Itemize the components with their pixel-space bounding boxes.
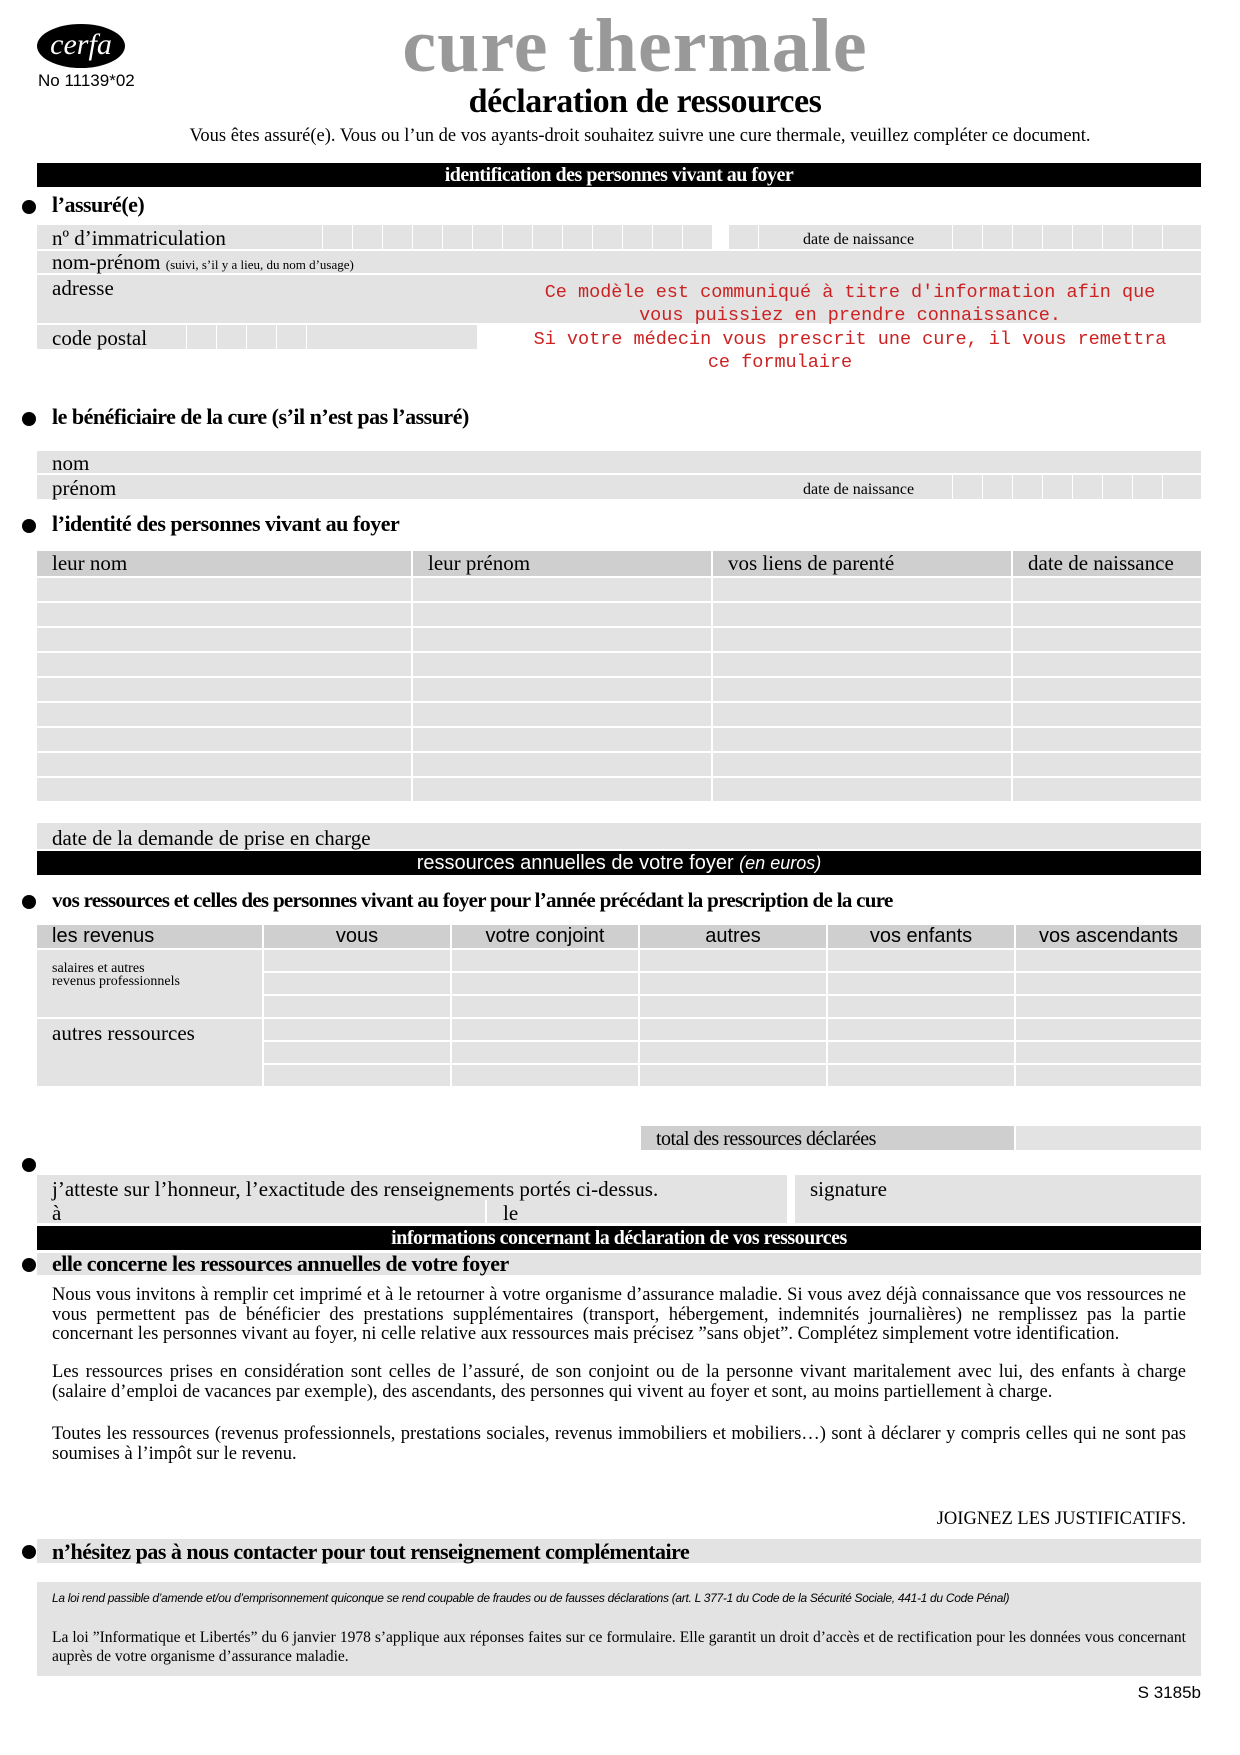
section-bar-informations: informations concernant la déclaration de vos ressources bbox=[37, 1226, 1201, 1250]
table-row[interactable] bbox=[37, 652, 1201, 677]
adresse-label: adresse bbox=[52, 276, 114, 300]
table-row[interactable] bbox=[37, 949, 1201, 972]
legal-text-1: La loi rend passible d’amende et/ou d’emprisonnement quiconque se rend coupable de fraudes ou de fausses déclarations (art. L 377-1 du Code de la Sécurité Sociale, 441-1 du Code Pénal) bbox=[52, 1591, 1010, 1605]
attestation-le-field[interactable] bbox=[520, 1200, 787, 1223]
foyer-header-row bbox=[37, 551, 1201, 577]
cerfa-logo-text: cerfa bbox=[50, 28, 112, 61]
attestation-a-label: à bbox=[52, 1201, 62, 1225]
total-label: total des ressources déclarées bbox=[656, 1128, 876, 1150]
ressources-bar-unit: (en euros) bbox=[739, 853, 822, 873]
joignez-text: JOIGNEZ LES JUSTIFICATIFS. bbox=[936, 1509, 1186, 1529]
attestation-a-field[interactable] bbox=[60, 1200, 487, 1223]
notice-line-4: ce formulaire bbox=[707, 352, 853, 373]
assure-date-naissance-field[interactable] bbox=[952, 225, 1192, 249]
notice-line-2: vous puissiez en prendre connaissance. bbox=[639, 305, 1061, 326]
table-row[interactable] bbox=[37, 677, 1201, 702]
contact-title: n’hésitez pas à nous contacter pour tout renseignement complémentaire bbox=[52, 1539, 690, 1564]
intro-text: Vous êtes assuré(e). Vous ou l’un de vos ayants-droit souhaitez suivre une cure thermale, veuillez compléter ce document. bbox=[189, 126, 1091, 146]
nom-prenom-label bbox=[52, 251, 354, 276]
table-row[interactable] bbox=[37, 702, 1201, 727]
bullet-icon bbox=[22, 519, 36, 533]
beneficiaire-nom-label: nom bbox=[52, 451, 90, 475]
code-postal-field[interactable] bbox=[186, 325, 336, 349]
table-row[interactable] bbox=[37, 602, 1201, 627]
ressources-title: vos ressources et celles des personnes vivant au foyer pour l’année précédant la prescription de la cure bbox=[52, 888, 893, 912]
info-paragraph-3: Toutes les ressources (revenus professionnels, prestations sociales, revenus immobiliers et mobiliers…) sont à déclarer y compris celles qui ne sont pas soumises à l’impôt sur le revenu. bbox=[52, 1424, 1186, 1464]
table-row[interactable] bbox=[37, 777, 1201, 802]
ressources-col-conjoint: votre conjoint bbox=[485, 925, 605, 947]
immatriculation-field[interactable] bbox=[322, 225, 712, 249]
immatriculation-gap bbox=[712, 225, 728, 249]
foyer-col-date: date de naissance bbox=[1028, 551, 1174, 575]
section-bar-ressources bbox=[37, 851, 1201, 875]
bullet-icon bbox=[22, 1258, 36, 1272]
beneficiaire-nom-row[interactable] bbox=[37, 451, 1201, 473]
info-paragraph-1: Nous vous invitons à remplir cet imprimé et à le retourner à votre organisme d’assurance maladie. Si vous avez déjà connaissance que vos ressources ne vous permettent pas de bénéficier des prestations supplémentaires (transport, hébergement, indemnités journalières) ne remplissez pas la partie concernant les personnes vivant au foyer, ni celle relative aux ressources mais précisez ”sans objet”. Complétez simplement votre identification. bbox=[52, 1285, 1186, 1344]
salaires-label-2: revenus professionnels bbox=[52, 974, 180, 989]
beneficiaire-title: le bénéficiaire de la cure (s’il n’est pas l’assuré) bbox=[52, 404, 469, 429]
ressources-col-revenus: les revenus bbox=[52, 925, 155, 947]
beneficiaire-date-naissance-field[interactable] bbox=[952, 475, 1192, 499]
assure-title: l’assuré(e) bbox=[52, 192, 145, 217]
info-title: elle concerne les ressources annuelles de votre foyer bbox=[52, 1251, 509, 1276]
immatriculation-label: nº d’immatriculation bbox=[52, 226, 226, 250]
notice-line-1: Ce modèle est communiqué à titre d'information afin que bbox=[544, 282, 1156, 303]
attestation-text: j’atteste sur l’honneur, l’exactitude des renseignements portés ci-dessus. bbox=[52, 1177, 659, 1201]
beneficiaire-date-naissance-label: date de naissance bbox=[803, 481, 915, 498]
form-number: No 11139*02 bbox=[38, 71, 135, 90]
ressources-col-enfants: vos enfants bbox=[869, 925, 973, 947]
footer-code: S 3185b bbox=[1137, 1683, 1201, 1702]
signature-label: signature bbox=[810, 1177, 887, 1201]
foyer-title: l’identité des personnes vivant au foyer bbox=[52, 511, 400, 536]
table-row[interactable] bbox=[37, 577, 1201, 602]
foyer-col-prenom: leur prénom bbox=[428, 551, 531, 575]
salaires-label-1: salaires et autres bbox=[52, 961, 145, 976]
notice-line-3: Si votre médecin vous prescrit une cure, il vous remettra bbox=[533, 329, 1167, 350]
beneficiaire-prenom-label: prénom bbox=[52, 476, 117, 500]
foyer-col-nom: leur nom bbox=[52, 551, 128, 575]
ressources-col-autres: autres bbox=[705, 925, 761, 947]
table-row[interactable] bbox=[37, 627, 1201, 652]
bullet-icon bbox=[22, 412, 36, 426]
foyer-col-parente: vos liens de parenté bbox=[728, 551, 895, 575]
bullet-icon bbox=[22, 1545, 36, 1559]
bullet-icon bbox=[22, 200, 36, 214]
ressources-table bbox=[37, 925, 1201, 1088]
date-demande-label: date de la demande de prise en charge bbox=[52, 826, 371, 850]
info-paragraph-2: Les ressources prises en considération sont celles de l’assuré, de son conjoint ou de la personne vivant maritalement avec lui, des enfants à charge (salaire d’emploi de vacances par exemple), des ascendants, des personnes qui vivent au foyer et sont, au moins partiellement à charge. bbox=[52, 1362, 1186, 1402]
bullet-icon bbox=[22, 1158, 36, 1172]
table-row[interactable] bbox=[37, 727, 1201, 752]
ressources-col-ascendants: vos ascendants bbox=[1039, 925, 1178, 947]
bullet-icon bbox=[22, 895, 36, 909]
table-row[interactable] bbox=[37, 1018, 1201, 1041]
attestation-le-label: le bbox=[503, 1201, 519, 1225]
autres-ressources-label: autres ressources bbox=[52, 1021, 195, 1045]
total-field[interactable] bbox=[1016, 1126, 1201, 1150]
nom-prenom-text: nom-prénom bbox=[52, 250, 161, 274]
immatriculation-key-field[interactable] bbox=[728, 225, 788, 249]
legal-text-2: La loi ”Informatique et Libertés” du 6 janvier 1978 s’applique aux réponses faites sur ce formulaire. Elle garantit un droit d’accès et de rectification pour les données vous concernant auprès de votre organisme d’assurance maladie. bbox=[52, 1629, 1186, 1665]
ressources-bar-text: ressources annuelles de votre foyer bbox=[416, 852, 734, 874]
nom-prenom-note: (suivi, s’il y a lieu, du nom d’usage) bbox=[165, 257, 354, 272]
code-postal-label: code postal bbox=[52, 326, 148, 350]
ressources-header-row bbox=[37, 925, 1201, 949]
assure-date-naissance-label: date de naissance bbox=[803, 231, 915, 248]
foyer-table bbox=[37, 551, 1201, 803]
table-row[interactable] bbox=[37, 752, 1201, 777]
page-subtitle: déclaration de ressources bbox=[468, 83, 822, 120]
page-title: cure thermale bbox=[402, 4, 868, 88]
ressources-col-vous: vous bbox=[335, 925, 379, 947]
section-bar-identification: identification des personnes vivant au foyer bbox=[37, 163, 1201, 187]
